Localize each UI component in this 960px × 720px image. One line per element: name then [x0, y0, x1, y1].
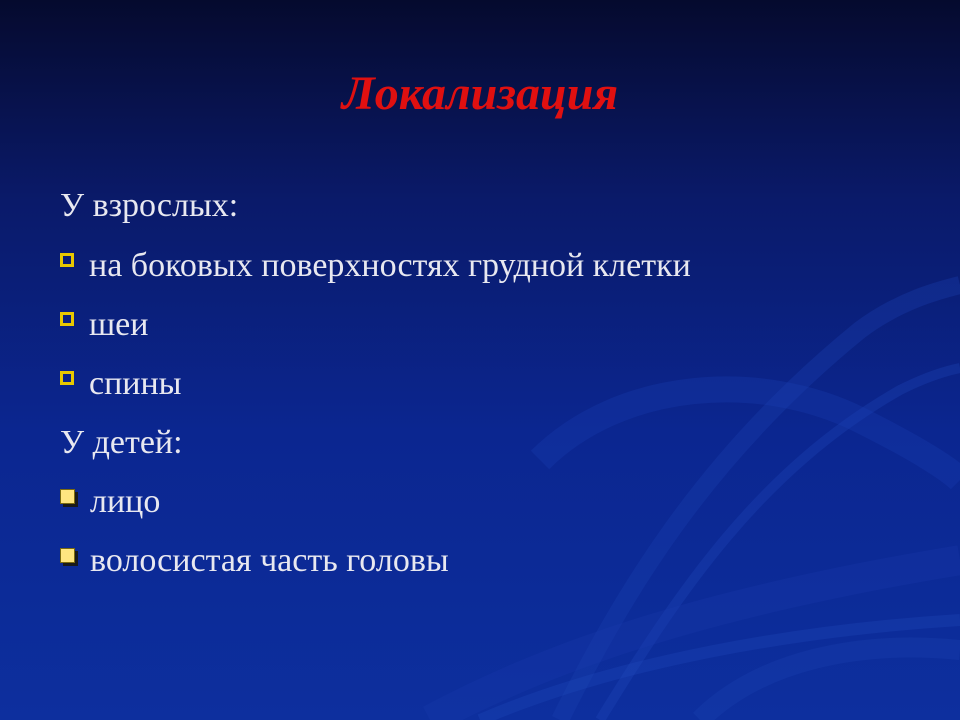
- adults-heading: У взрослых:: [60, 187, 239, 224]
- shadow-square-bullet-icon: [60, 489, 75, 504]
- list-item-label: шеи: [89, 306, 149, 343]
- list-item-label: на боковых поверхностях грудной клетки: [89, 247, 691, 284]
- square-bullet-icon: [60, 371, 74, 385]
- square-bullet-icon: [60, 312, 74, 326]
- list-item: [60, 477, 160, 527]
- list-item-label: волосистая часть головы: [90, 542, 449, 579]
- list-item: [60, 536, 449, 586]
- list-item-label: лицо: [90, 483, 161, 520]
- list-item: [60, 241, 691, 291]
- list-item: [60, 359, 182, 409]
- slide-title: Локализация: [341, 67, 619, 120]
- square-bullet-icon: [60, 253, 74, 267]
- shadow-square-bullet-icon: [60, 548, 75, 563]
- list-item-label: спины: [89, 365, 182, 402]
- list-item: [60, 300, 148, 350]
- children-heading: У детей:: [60, 424, 183, 461]
